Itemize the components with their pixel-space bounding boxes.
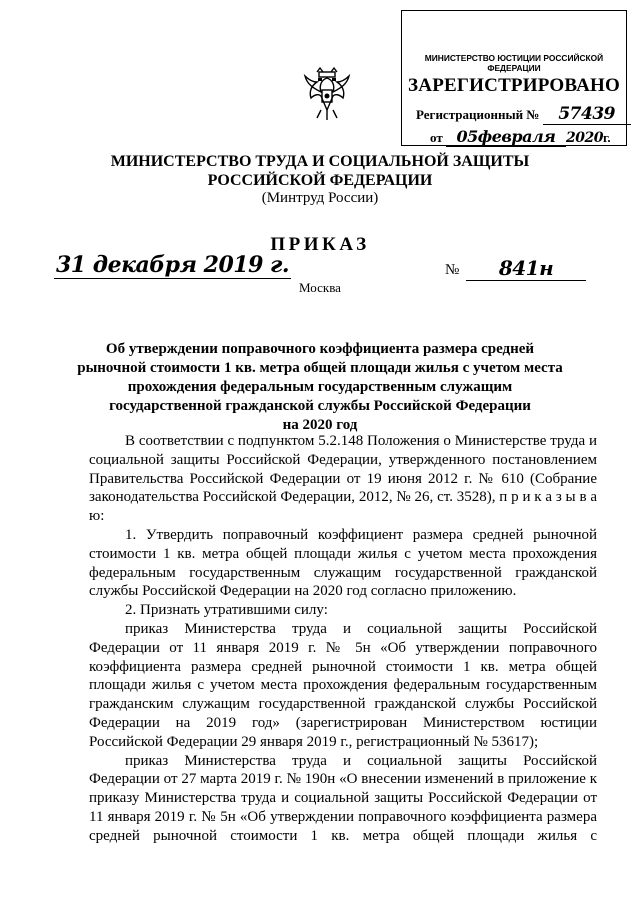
title-line: прохождения федеральным государственным служащим <box>127 379 513 395</box>
registration-stamp <box>401 10 627 146</box>
body-paragraph-preamble: В соответствии с подпунктом 5.2.148 Положения о Министерстве труда и социальной защиты Российской Федерации, утвержденного постановлением Правительства Российской Федерации от 19 июня 2012 г. № 610 (Собрание законодательства Российской Федерации, 2012, № 26, ст. 3528), п р и к а з ы в а ю: <box>89 433 597 525</box>
body-paragraph-2: 2. Признать утратившими силу: <box>125 602 328 619</box>
stamp-date-line <box>430 127 611 147</box>
stamp-ministry: МИНИСТЕРСТВО ЮСТИЦИИ РОССИЙСКОЙ ФЕДЕРАЦИИ <box>424 53 604 73</box>
order-city: Москва <box>299 280 341 295</box>
stamp-date-day: 05 <box>456 127 478 146</box>
stamp-reg-label: Регистрационный № <box>416 107 540 122</box>
order-number-label: № <box>445 262 460 278</box>
stamp-reg-line <box>416 104 631 125</box>
stamp-date-prefix: от <box>430 130 443 145</box>
stamp-date-suffix: г. <box>602 130 611 145</box>
body-paragraph-repeal-2: приказ Министерства труда и социальной защиты Российской Федерации от 27 марта 2019 г. № 190н «О внесении изменений в приложение к приказу Министерства труда и социальной защиты Российской Федерации от 11 января 2019 г. № 5н «Об утверждении поправочного коэффициента размера средней рыночной стоимости 1 кв. метра общей площади жилья с <box>89 752 597 844</box>
ministry-name <box>0 152 640 190</box>
title-line: рыночной стоимости 1 кв. метра общей площади жилья с учетом места <box>77 360 563 376</box>
ministry-line-2: РОССИЙСКОЙ ФЕДЕРАЦИИ <box>207 172 433 189</box>
title-line: Об утверждении поправочного коэффициента размера средней <box>105 341 535 357</box>
body-paragraph-1: 1. Утвердить поправочный коэффициент размера средней рыночной стоимости 1 кв. метра общей площади жилья с учетом места прохождения федеральным государственным служащим государственной гражданской службы Российской Федерации на 2020 год согласно приложению. <box>89 526 597 600</box>
order-date: 31 декабря 2019 г. <box>56 252 290 278</box>
ministry-short: (Минтруд России) <box>261 190 379 206</box>
order-body <box>89 432 597 846</box>
stamp-reg-number: 57439 <box>543 104 631 125</box>
page-title: ПРИКАЗ <box>270 234 370 255</box>
body-paragraph-repeal-1: приказ Министерства труда и социальной защиты Российской Федерации от 11 января 2019 г. № 5н «Об утверждении поправочного коэффициента размера средней рыночной стоимости 1 кв. метра общей площади жилья с учетом места прохождения федеральным государственным гражданским служащим государственной гражданской службы Российской Федерации на 2019 год» (зарегистрирован Министерством юстиции Российской Федерации 29 января 2019 г., регистрационный № 53617); <box>89 620 597 750</box>
order-number: 841н <box>466 256 586 281</box>
stamp-date-month: февраля <box>477 127 556 146</box>
title-line: государственной гражданской службы Российской Федерации <box>109 398 531 414</box>
stamp-date-year: 2020 <box>565 130 603 146</box>
ministry-line-1: МИНИСТЕРСТВО ТРУДА И СОЦИАЛЬНОЙ ЗАЩИТЫ <box>110 153 530 170</box>
stamp-date-handwritten <box>446 127 566 147</box>
order-title <box>0 340 640 435</box>
russian-coat-of-arms-icon <box>303 66 351 122</box>
stamp-status: ЗАРЕГИСТРИРОВАНО <box>408 75 620 96</box>
title-line: на 2020 год <box>282 417 358 433</box>
